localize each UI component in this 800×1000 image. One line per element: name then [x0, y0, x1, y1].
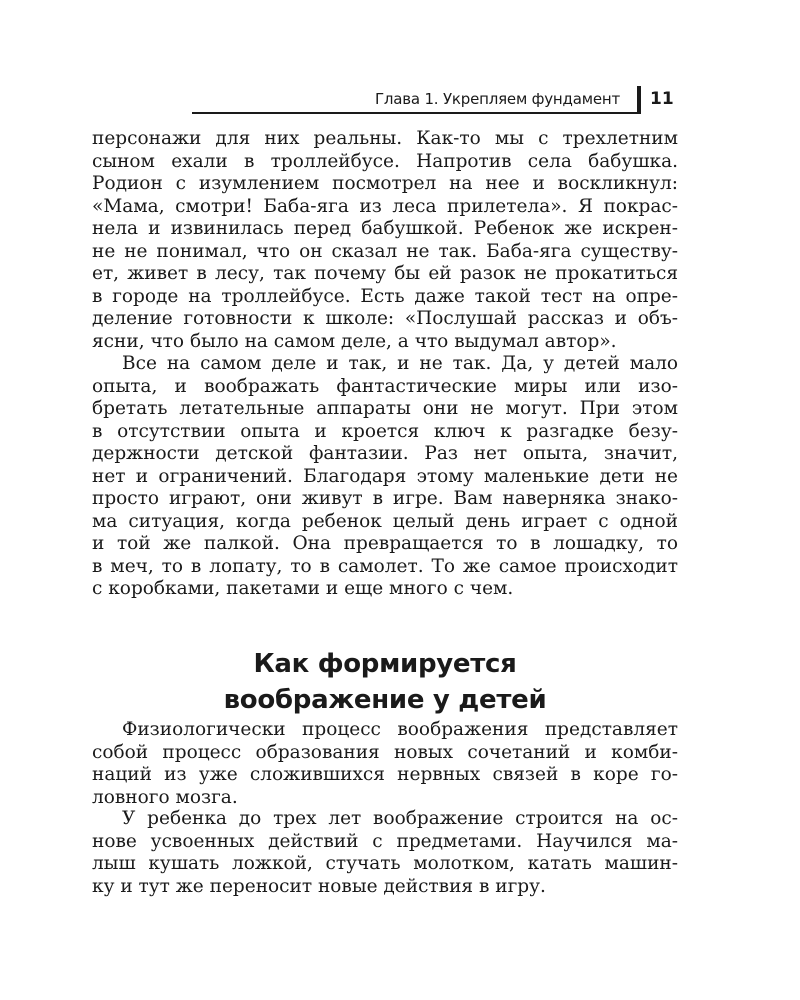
text-line: с коробками, пакетами и еще много с чем. — [92, 578, 514, 599]
header-rule — [192, 112, 637, 114]
header-separator — [637, 86, 641, 114]
text-line: лыш кушать ложкой, стучать молотком, катать машин- — [92, 853, 678, 874]
text-line: в меч, то в лопату, то в самолет. То же самое происходит — [92, 555, 678, 577]
text-line: ловного мозга. — [92, 786, 238, 808]
chapter-title: Глава 1. Укрепляем фундамент — [374, 90, 620, 108]
text-line: сыном ехали в троллейбусе. Напротив села бабушка. — [92, 150, 678, 172]
text-line: собой процесс образования новых сочетаний и комби- — [92, 741, 678, 763]
text-line: ясни, что было на самом деле, а что выдумал автор». — [92, 330, 617, 352]
text-line: в городе на троллейбусе. Есть даже такой тест на опре- — [92, 285, 678, 307]
text-line: У ребенка до трех лет воображение строится на ос- — [122, 808, 678, 829]
text-line: Все на самом деле и так, и не так. Да, у детей мало — [122, 353, 678, 374]
text-line: не не понимал, что он сказал не так. Баба-яга существу- — [92, 240, 678, 262]
section-heading — [92, 646, 678, 718]
section-heading-line: воображение у детей — [223, 685, 547, 715]
text-line: нове усвоенных действий с предметами. Научился ма- — [92, 830, 678, 852]
text-line: нела и извинилась перед бабушкой. Ребенок же искрен- — [92, 218, 678, 239]
text-line: ку и тут же переносит новые действия в игру. — [92, 875, 546, 897]
text-line: «Мама, смотри! Баба-яга из леса прилетела». Я покрас- — [92, 195, 678, 217]
page-number: 11 — [650, 89, 674, 109]
text-line: ма ситуация, когда ребенок целый день играет с одной — [92, 510, 678, 532]
text-line: опыта, и воображать фантастические миры или изо- — [92, 375, 678, 397]
running-header — [192, 86, 682, 118]
paragraph — [92, 353, 678, 601]
section-heading-line: Как формируется — [253, 649, 517, 679]
paragraph — [92, 719, 678, 809]
text-line: бретать летательные аппараты они не могут. При этом — [92, 398, 678, 419]
text-line: персонажи для них реальны. Как-то мы с трехлетним — [92, 128, 678, 149]
text-line: держности детской фантазии. Раз нет опыта, значит, — [92, 443, 678, 464]
text-line: и той же палкой. Она превращается то в лошадку, то — [92, 533, 678, 554]
paragraph — [92, 808, 678, 898]
text-line: деление готовности к школе: «Послушай рассказ и объ- — [92, 308, 678, 329]
text-line: в отсутствии опыта и кроется ключ к разгадке безу- — [92, 420, 678, 442]
text-line: ет, живет в лесу, так почему бы ей разок не прокатиться — [92, 263, 678, 284]
text-line: Физиологически процесс воображения представляет — [122, 719, 678, 740]
text-line: наций из уже сложившихся нервных связей в коре го- — [92, 764, 678, 785]
text-line: Родион с изумлением посмотрел на нее и воскликнул: — [92, 173, 678, 194]
text-line: просто играют, они живут в игре. Вам наверняка знако- — [92, 488, 678, 509]
text-line: нет и ограничений. Благодаря этому маленькие дети не — [92, 465, 678, 487]
paragraph-continuation — [92, 128, 678, 353]
